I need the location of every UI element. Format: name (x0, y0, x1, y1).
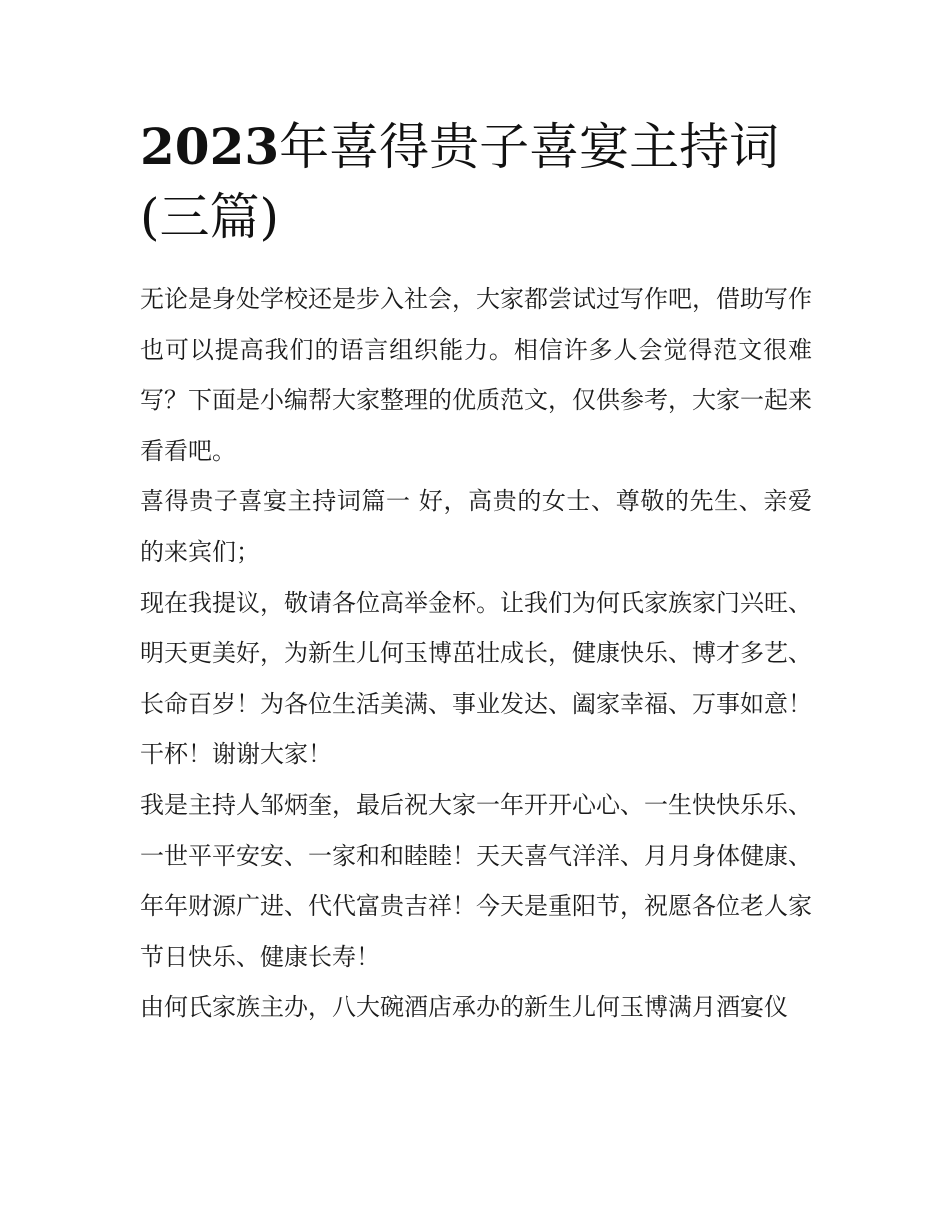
document-body (140, 274, 812, 1033)
title-text: 年喜得贵子喜宴主持词(三篇) (140, 118, 780, 246)
document-title (140, 112, 812, 252)
paragraph-cheers: 干杯！谢谢大家！ (140, 740, 332, 769)
title-year: 2023 (140, 117, 280, 176)
paragraph-blessing: 我是主持人邹炳奎，最后祝大家一年开开心心、一生快快乐乐、一世平平安安、一家和和睦睦！天天喜气洋洋、月月身体健康、年年财源广进、代代富贵吉祥！今天是重阳节，祝愿各位老人家节日快乐、健康长寿！ (140, 790, 812, 971)
paragraph-greeting: 喜得贵子喜宴主持词篇一 好，高贵的女士、尊敬的先生、亲爱的来宾们； (140, 487, 812, 566)
paragraph-host: 由何氏家族主办，八大碗酒店承办的新生儿何玉博满月酒宴仪 (140, 993, 788, 1022)
paragraph-intro: 无论是身处学校还是步入社会，大家都尝试过写作吧，借助写作也可以提高我们的语言组织能力。相信许多人会觉得范文很难写？下面是小编帮大家整理的优质范文，仅供参考，大家一起来看看吧。 (140, 285, 812, 465)
paragraph-toast: 现在我提议，敬请各位高举金杯。让我们为何氏家族家门兴旺、明天更美好，为新生儿何玉博茁壮成长，健康快乐、博才多艺、长命百岁！为各位生活美满、事业发达、阖家幸福、万事如意！ (140, 588, 812, 718)
document-page (140, 112, 812, 1033)
